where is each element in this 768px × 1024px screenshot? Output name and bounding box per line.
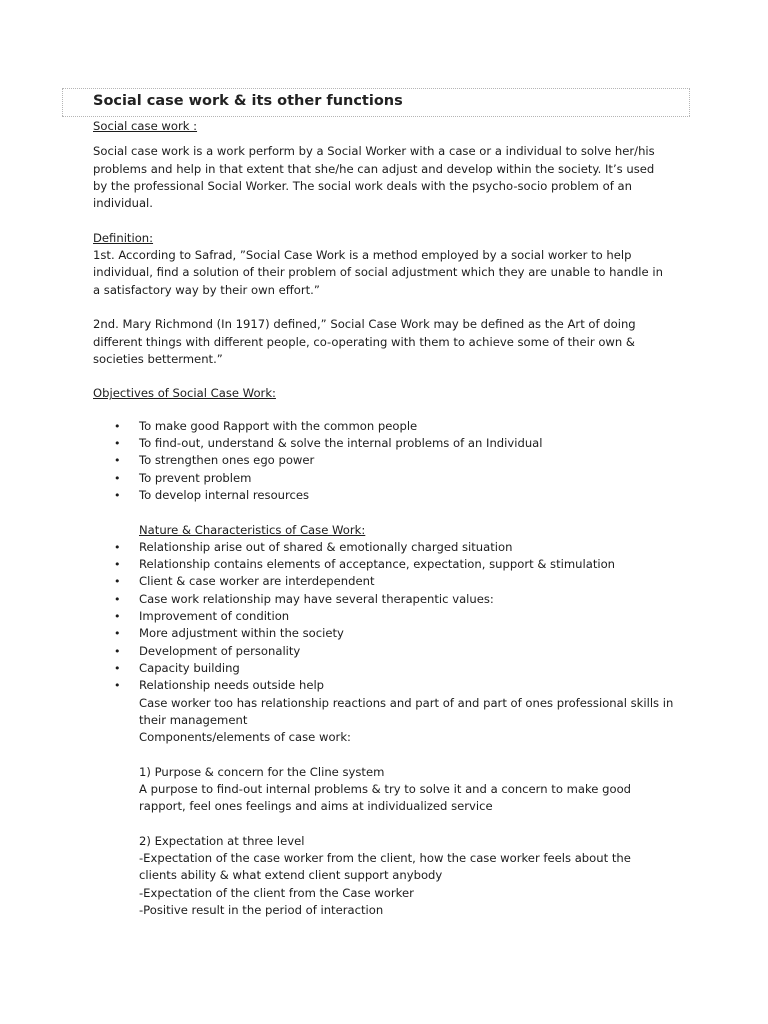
nature-heading: Nature & Characteristics of Case Work: xyxy=(139,522,366,537)
objectives-heading: Objectives of Social Case Work: xyxy=(93,386,276,401)
definition-line: different things with different people, co-operating with them to achieve some of their own & xyxy=(93,334,635,349)
list-item: • To develop internal resources xyxy=(93,487,693,504)
definition-line: 2nd. Mary Richmond (In 1917) defined,” Social Case Work may be defined as the Art of doing xyxy=(93,317,636,332)
component-title: 2) Expectation at three level xyxy=(139,833,305,848)
intro-heading: Social case work : xyxy=(93,119,198,133)
component-line: clients ability & what extend client support anybody xyxy=(139,868,443,883)
components-heading: Components/elements of case work: xyxy=(139,730,351,745)
intro-line: individual. xyxy=(93,196,153,211)
list-item: • Relationship contains elements of acceptance, expectation, support & stimulation xyxy=(93,556,693,573)
nature-note: Case worker too has relationship reactions and part of and part of ones professional skills in xyxy=(139,695,674,710)
list-item: • To find-out, understand & solve the internal problems of an Individual xyxy=(93,435,693,452)
list-item: • Relationship arise out of shared & emotionally charged situation xyxy=(93,539,693,556)
intro-line: problems and help in that extent that she/he can adjust and develop within the society. It’s used xyxy=(93,161,655,176)
nature-list xyxy=(93,539,693,695)
component-title: 1) Purpose & concern for the Cline system xyxy=(139,764,385,779)
component-line: -Expectation of the client from the Case worker xyxy=(139,885,414,900)
definition-heading: Definition: xyxy=(93,230,154,245)
document-title: Social case work & its other functions xyxy=(93,93,403,109)
list-item: • Development of personality xyxy=(93,643,693,660)
component-line: -Expectation of the case worker from the client, how the case worker feels about the xyxy=(139,851,631,866)
list-item: • Improvement of condition xyxy=(93,608,693,625)
nature-note: their management xyxy=(139,712,248,727)
intro-line: Social case work is a work perform by a Social Worker with a case or a individual to solve her/his xyxy=(93,144,655,159)
list-item: • To make good Rapport with the common people xyxy=(93,418,693,435)
intro-line: by the professional Social Worker. The social work deals with the psycho-socio problem of an xyxy=(93,178,632,193)
component-line: -Positive result in the period of interaction xyxy=(139,903,384,918)
list-item: • Capacity building xyxy=(93,660,693,677)
list-item: • To strengthen ones ego power xyxy=(93,452,693,469)
definition-line: 1st. According to Safrad, ”Social Case Work is a method employed by a social worker to help xyxy=(93,248,632,263)
definition-line: individual, find a solution of their problem of social adjustment which they are unable to handle in xyxy=(93,265,663,280)
list-item: • To prevent problem xyxy=(93,470,693,487)
list-item: • More adjustment within the society xyxy=(93,625,693,642)
component-line: rapport, feel ones feelings and aims at individualized service xyxy=(139,799,493,814)
component-line: A purpose to find-out internal problems & try to solve it and a concern to make good xyxy=(139,781,632,796)
document-body xyxy=(93,118,693,919)
definition-line: societies betterment.” xyxy=(93,351,223,366)
list-item: • Client & case worker are interdependent xyxy=(93,573,693,590)
list-item: • Relationship needs outside help xyxy=(93,677,693,694)
list-item: • Case work relationship may have several therapentic values: xyxy=(93,591,693,608)
definition-line: a satisfactory way by their own effort.” xyxy=(93,282,320,297)
objectives-list xyxy=(93,418,693,504)
